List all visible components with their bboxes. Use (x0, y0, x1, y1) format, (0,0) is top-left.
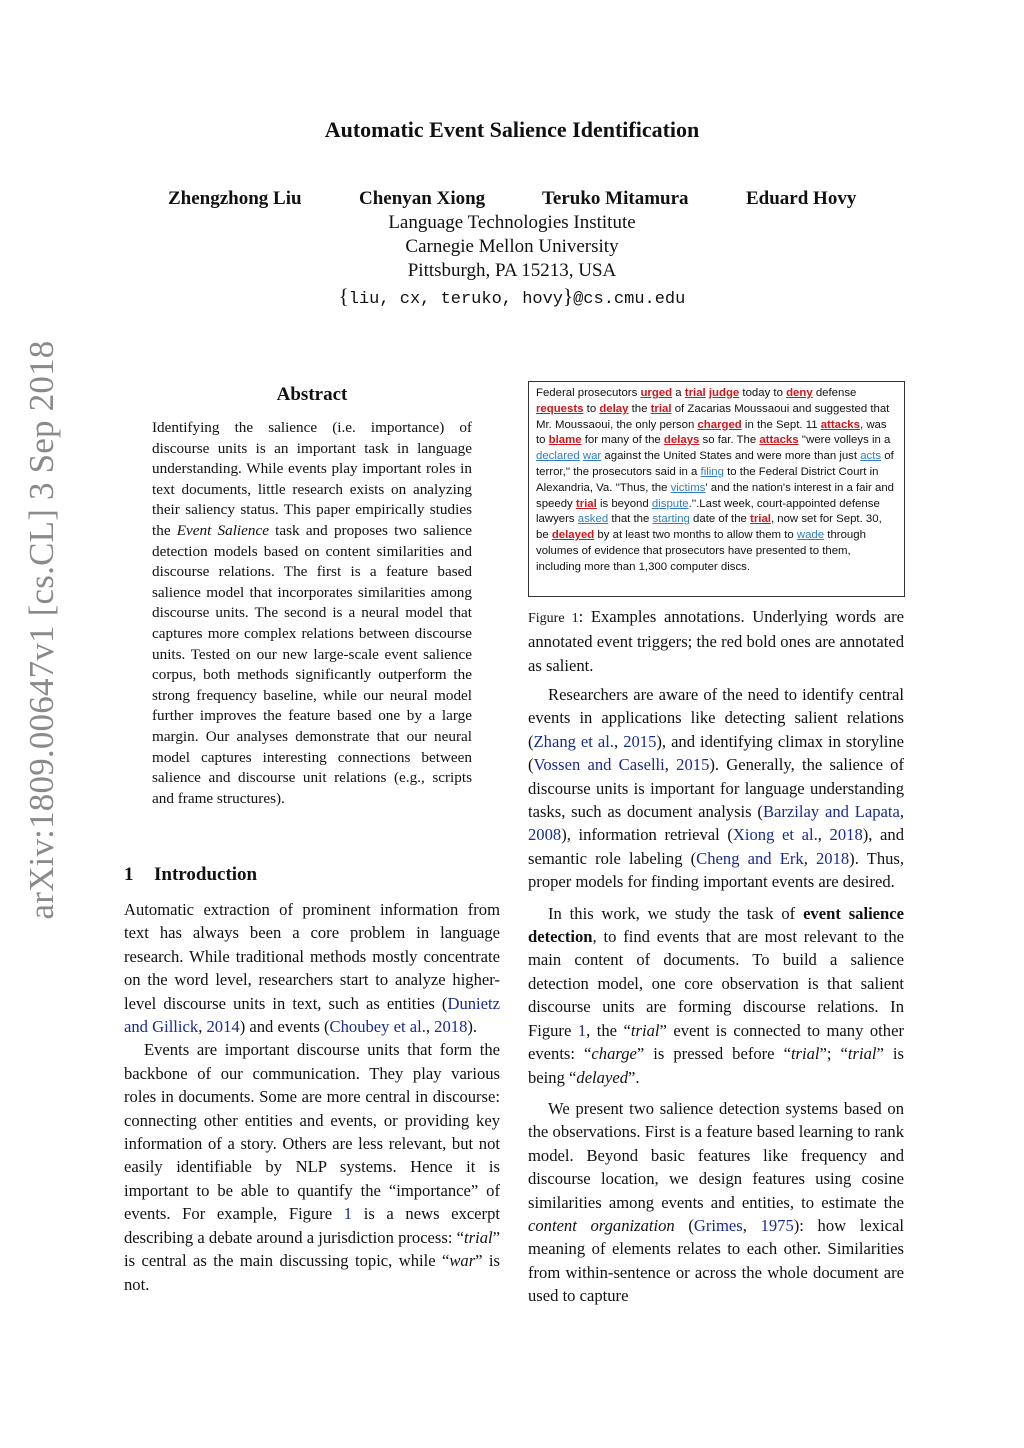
citation-link[interactable]: Grimes (693, 1215, 743, 1235)
salient-event: delays (663, 434, 700, 447)
paragraph: Automatic extraction of prominent information from text has always been a core problem in language research. While traditional methods mostly concentrate on the word level, researchers start to analyze higher-level discourse units in text, such as entities (Dunietz and Gillick, 2014) and events (Choubey et al., 2018). (124, 900, 500, 1037)
email-users: liu, cx, teruko, hovy (348, 290, 564, 309)
right-column-body (528, 683, 904, 1308)
paragraph: We present two salience detection systems based on the observations. First is a feature based learning to rank model. Beyond basic features like frequency and discourse location, we design features using cosine similarities among events and entities, to estimate the content organization (Grimes, 1975): how lexical meaning of elements relates to each other. Similarities from within-sentence or across the whole document are used to capture (528, 1098, 905, 1306)
citation-link[interactable]: Dunietz and Gillick (124, 993, 500, 1037)
salient-event: requests (536, 402, 584, 415)
abstract-heading: Abstract (276, 384, 348, 405)
section-number: 1 (124, 864, 134, 885)
author-name: Eduard Hovy (746, 188, 857, 209)
event-trigger: war (582, 450, 602, 463)
event-trigger: asked (577, 513, 609, 526)
author-name: Teruko Mitamura (542, 188, 689, 209)
citation-link[interactable]: Vossen and Caselli (533, 755, 665, 775)
citation-link[interactable]: Cheng and Erk (696, 848, 804, 868)
citation-link[interactable]: Choubey et al. (329, 1017, 426, 1037)
paragraph: In this work, we study the task of event salience detection, to find events that are most relevant to the main content of documents. To build a salience detection model, one core observation is that salient discourse units are forming discourse relations. In Figure 1, the “trial” event is connected to many other events: “charge” is pressed before “trial”; “trial” is being “delayed”. (528, 903, 905, 1087)
salient-event: blame (548, 434, 582, 447)
figure-ref-link[interactable]: 1 (577, 1020, 587, 1040)
salient-event: deny (786, 387, 813, 399)
citation-link[interactable]: Barzilay and Lapata (762, 802, 900, 822)
email-brace-close: } (563, 284, 574, 308)
salient-event: trial (750, 513, 771, 526)
left-column-body (124, 898, 500, 1296)
citation-link[interactable]: 1975 (760, 1215, 794, 1235)
citation-link[interactable]: 2018 (434, 1017, 468, 1037)
event-trigger: declared (536, 450, 580, 463)
salient-event: judge (708, 387, 740, 399)
caption-text: : Examples annotations. Underlying words are annotated event triggers; the red bold ones are annotated as salient. (528, 607, 904, 675)
event-trigger: filing (700, 465, 724, 478)
salient-event: attacks (820, 418, 860, 431)
italic-term: Event Salience (176, 521, 269, 539)
arxiv-identifier: arXiv:1809.00647v1 [cs.CL] 3 Sep 2018 (22, 340, 61, 920)
event-trigger: wade (796, 529, 825, 542)
citation-link[interactable]: Xiong et al. (732, 825, 818, 845)
affiliation-address: Pittsburgh, PA 15213, USA (407, 260, 617, 281)
figure-1-excerpt: Federal prosecutors urged a trial judge today to deny defense requests to delay the trial of Zacarias Moussaoui and suggested that Mr. Moussaoui, the only person charged in the Sept. 11 attacks, was to blame for many of the delays so far. The attacks ''were volleys in a declared war against the United States and were more than just acts of terror,'' the prosecutors said in a filing to the Federal District Court in Alexandria, Va. ''Thus, the victims' and the nation's interest in a fair and speedy trial is beyond dispute.''.Last week, court-appointed defense lawyers asked that the starting date of the trial, now set for Sept. 30, be delayed by at least two months to allow them to wade through volumes of evidence that prosecutors have presented to them, including more than 1,300 computer discs. (528, 381, 905, 597)
event-trigger: victims (670, 481, 706, 494)
salient-event: charged (697, 418, 742, 431)
paragraph: Events are important discourse units that form the backbone of our communication. They play various roles in documents. Some are more central in discourse: connecting other entities and events, or providing key information of a story. Others are less relevant, but not easily identifiable by NLP systems. Hence it is important to be able to quantify the “importance” of events. For example, Figure 1 is a news excerpt describing a debate around a jurisdiction process: “trial” is central as the main discussing topic, while “war” is not. (124, 1040, 500, 1294)
figure-caption (528, 605, 904, 677)
citation-link[interactable]: 2008 (528, 825, 562, 845)
caption-label: Figure 1 (528, 611, 579, 626)
event-trigger: dispute (651, 497, 689, 510)
salient-event: delayed (551, 529, 595, 542)
salient-event: trial (684, 387, 706, 399)
salient-event: trial (650, 402, 672, 415)
email-domain: @cs.cmu.edu (573, 290, 686, 309)
salient-event: attacks (759, 434, 799, 447)
affiliation-institute: Language Technologies Institute (388, 212, 636, 233)
citation-link[interactable]: 2018 (815, 848, 850, 868)
section-title: Introduction (154, 864, 258, 885)
section-heading (124, 864, 257, 886)
citation-link[interactable]: 2015 (676, 755, 710, 775)
arxiv-sidebar (10, 230, 74, 1030)
salient-event: delay (599, 402, 629, 415)
email-brace-open: { (338, 284, 349, 308)
bold-term: event salience detection (528, 903, 905, 947)
salient-event: trial (575, 497, 597, 510)
paragraph: Researchers are aware of the need to identify central events in applications like detecting salient relations (Zhang et al., 2015), and identifying climax in storyline (Vossen and Caselli, 2015). Generally, the salience of discourse units is important for language understanding tasks, such as document analysis (Barzilay and Lapata, 2008), information retrieval (Xiong et al., 2018), and semantic role labeling (Cheng and Erk, 2018). Thus, proper models for finding important events are desired. (528, 685, 905, 892)
event-trigger: starting (652, 513, 690, 526)
affiliation-university: Carnegie Mellon University (405, 236, 619, 257)
citation-link[interactable]: 2018 (829, 825, 863, 845)
author-emails (0, 284, 1024, 309)
citation-link[interactable]: 2014 (206, 1017, 240, 1037)
author-name: Chenyan Xiong (359, 188, 486, 209)
author-name: Zhengzhong Liu (168, 188, 302, 209)
abstract-text: Identifying the salience (i.e. importance) of discourse units is an important task in language understanding. While events play important roles in text documents, little research exists on analyzing their saliency status. This paper empirically studies the Event Salience task and proposes two salience detection models based on content similarities and discourse relations. The first is a feature based salience model that incorporates similarities among discourse units. The second is a neural model that captures more complex relations between discourse units. Tested on our new large-scale event salience corpus, both methods significantly outperform the strong frequency baseline, while our neural model further improves the feature based one by a large margin. Our analyses demonstrate that our neural model captures interesting connections between salience and discourse unit relations (e.g., scripts and frame structures). (152, 419, 473, 807)
citation-link[interactable]: 2015 (623, 731, 657, 751)
figure-ref-link[interactable]: 1 (343, 1204, 353, 1224)
event-trigger: acts (860, 450, 882, 463)
paper-title: Automatic Event Salience Identification (324, 117, 700, 142)
salient-event: urged (640, 387, 673, 399)
citation-link[interactable]: Zhang et al. (533, 731, 615, 751)
